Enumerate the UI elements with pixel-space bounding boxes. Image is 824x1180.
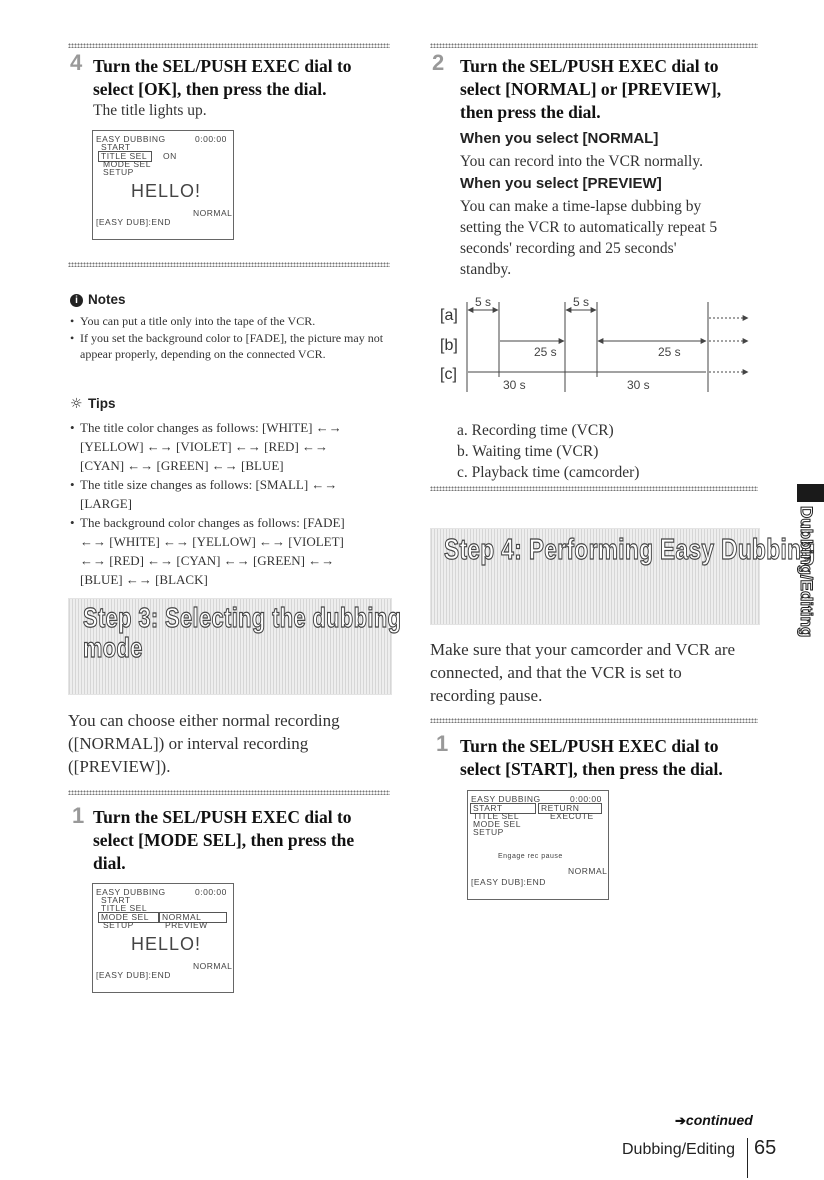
arrow-right-icon: ➔ (675, 1113, 686, 1128)
diagram-25s-b: 25 s (658, 345, 681, 359)
screen-normal-option: NORMAL (159, 912, 227, 923)
screen-mode-sel: MODE SEL (98, 912, 159, 923)
screen-preview-option: PREVIEW (165, 920, 208, 930)
step-number-2: 2 (432, 50, 445, 75)
footer-section-name: Dubbing/Editing (622, 1141, 735, 1158)
screen-return: RETURN (538, 803, 602, 814)
step4-body: The title lights up. (93, 102, 207, 119)
section4-title: Step 4: Performing Easy Dubbing (444, 534, 816, 566)
legend-c: c. Playback time (camcorder) (457, 464, 640, 481)
section4-body-line3: recording pause. (430, 686, 543, 705)
step2-heading-line2: select [NORMAL] or [PREVIEW], (460, 79, 722, 99)
rule-step1 (68, 790, 390, 795)
screen-engage-rec-pause: Engage rec pause (498, 853, 563, 860)
screen-hello: HELLO! (131, 181, 202, 201)
legend-b: b. Waiting time (VCR) (457, 443, 599, 460)
diagram-5s-a: 5 s (475, 295, 492, 309)
screen-on: ON (163, 151, 177, 161)
screen-title: EASY DUBBING (96, 134, 166, 144)
section3-title-line2: mode (83, 632, 143, 663)
step2-heading-line3: then press the dial. (460, 102, 601, 122)
diagram-30s-a: 30 s (503, 378, 526, 392)
screen-title-sel: TITLE SEL (473, 811, 520, 821)
top-rule-left (68, 43, 390, 48)
continued-text: continued (685, 1112, 753, 1128)
step1b-heading-line1: Turn the SEL/PUSH EXEC dial to (460, 736, 719, 756)
note-item: • If you set the background color to [FADE], the picture may not appear properly, depending on the connected VCR. (70, 330, 390, 363)
preview-subhead: When you select [PREVIEW] (460, 175, 662, 192)
screen-start: START (470, 803, 536, 814)
top-rule-right (430, 43, 758, 48)
lcd-screen-mode-sel (92, 883, 234, 993)
diagram-30s-b: 30 s (627, 378, 650, 392)
screen-time: 0:00:00 (195, 887, 227, 897)
diagram-label-a: [a] (440, 307, 458, 324)
screen-time: 0:00:00 (195, 134, 227, 144)
section3-title-line1: Step 3: Selecting the dubbing (83, 602, 402, 633)
screen-mode-sel: MODE SEL (103, 159, 151, 169)
screen-normal: NORMAL (193, 961, 233, 971)
diagram-label-c: [c] (440, 366, 457, 383)
preview-body-line1: You can make a time-lapse dubbing by (460, 198, 702, 215)
screen-easy-dub-end: [EASY DUB]:END (96, 970, 171, 980)
tip-item: • The title size changes as follows: [SMALL] ←→ [LARGE] (70, 475, 370, 513)
screen-execute: EXECUTE (550, 811, 594, 821)
step4-heading-line2: select [OK], then press the dial. (93, 79, 327, 99)
step-number-1b: 1 (436, 731, 449, 756)
lcd-screen-title (92, 130, 234, 240)
normal-body: You can record into the VCR normally. (460, 153, 703, 170)
screen-easy-dub-end: [EASY DUB]:END (96, 217, 171, 227)
step1-heading-line3: dial. (93, 853, 126, 873)
step-number-4: 4 (70, 50, 83, 75)
step1-heading-line1: Turn the SEL/PUSH EXEC dial to (93, 807, 352, 827)
diagram-5s-b: 5 s (573, 295, 590, 309)
step1b-heading-line2: select [START], then press the dial. (460, 759, 723, 779)
screen-mode-sel: MODE SEL (473, 819, 521, 829)
step-number-1: 1 (72, 803, 85, 828)
footer-divider (747, 1138, 748, 1178)
normal-subhead: When you select [NORMAL] (460, 130, 659, 147)
notes-title: Notes (88, 292, 126, 307)
screen-hello: HELLO! (131, 934, 202, 954)
screen-title-sel: TITLE SEL (101, 903, 148, 913)
screen-start: START (101, 895, 131, 905)
rule-step1b (430, 718, 758, 723)
screen-setup: SETUP (473, 827, 504, 837)
screen-setup: SETUP (103, 167, 134, 177)
tips-icon: ☼ (70, 396, 83, 412)
screen-title: EASY DUBBING (471, 794, 541, 804)
section4-body-line2: connected, and that the VCR is set to (430, 663, 682, 682)
notes-icon: i (70, 294, 83, 307)
screen-title: EASY DUBBING (96, 887, 166, 897)
notes-list (70, 313, 390, 363)
screen-normal: NORMAL (193, 208, 233, 218)
screen-start: START (101, 142, 131, 152)
section3-body: You can choose either normal recording ([NORMAL]) or interval recording ([PREVIEW]). (68, 711, 340, 776)
diagram-25s-a: 25 s (534, 345, 557, 359)
tip-item: • The title color changes as follows: [WHITE] ←→ [YELLOW] ←→ [VIOLET] ←→ [RED] ←→ [CYAN] ←→ [GREEN] ←→ [BLUE] (70, 418, 370, 475)
screen-title-sel: TITLE SEL (98, 151, 152, 162)
screen-normal: NORMAL (568, 866, 608, 876)
preview-body-line4: standby. (460, 261, 512, 278)
preview-body-line3: seconds' recording and 25 seconds' (460, 240, 677, 257)
rule-notes (68, 262, 390, 267)
step2-heading-line1: Turn the SEL/PUSH EXEC dial to (460, 56, 719, 76)
screen-time: 0:00:00 (570, 794, 602, 804)
legend-a: a. Recording time (VCR) (457, 422, 614, 439)
continued-label (675, 1112, 753, 1129)
screen-easy-dub-end: [EASY DUB]:END (471, 877, 546, 887)
note-item: • You can put a title only into the tape of the VCR. (70, 313, 390, 330)
rule-section4 (430, 486, 758, 491)
tips-list (70, 418, 370, 589)
step4-heading-line1: Turn the SEL/PUSH EXEC dial to (93, 56, 352, 76)
section4-body-line1: Make sure that your camcorder and VCR are (430, 640, 736, 659)
screen-setup: SETUP (103, 920, 134, 930)
tips-title: Tips (88, 396, 116, 411)
side-tab-marker (797, 484, 824, 502)
side-tab-label: Dubbing/Editing (797, 506, 816, 638)
preview-body-line2: setting the VCR to automatically repeat 5 (460, 219, 718, 236)
step1-heading-line2: select [MODE SEL], then press the (93, 830, 355, 850)
tip-item: • The background color changes as follows: [FADE] ←→ [WHITE] ←→ [YELLOW] ←→ [VIOLET] ←→ [RED] ←→ [CYAN] ←→ [GREEN] ←→ [BLUE] ←→ [BLACK] (70, 513, 370, 589)
lcd-screen-start (467, 790, 609, 900)
page-number: 65 (754, 1137, 777, 1159)
diagram-label-b: [b] (440, 337, 458, 354)
